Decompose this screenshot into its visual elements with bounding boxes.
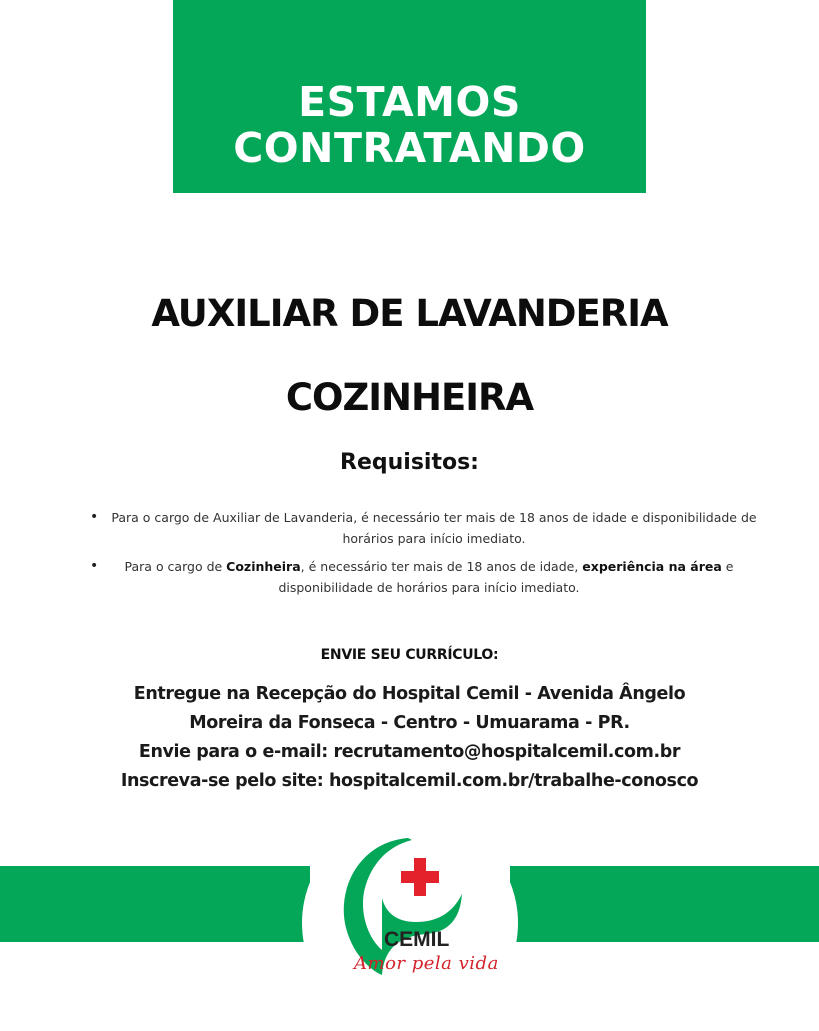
logo-slogan: Amor pela vida xyxy=(354,953,499,974)
banner-line-2: CONTRATANDO xyxy=(233,124,586,172)
logo-name: CEMIL xyxy=(384,928,450,951)
bullet-icon: • xyxy=(90,558,99,574)
requirements-list xyxy=(88,507,760,605)
banner-line-1: ESTAMOS xyxy=(298,78,521,126)
contact-address-line-1: Entregue na Recepção do Hospital Cemil - Avenida Ângelo xyxy=(133,684,686,704)
hiring-banner xyxy=(173,0,646,193)
contact-info xyxy=(0,680,819,796)
footer-band-right xyxy=(510,866,819,942)
requirement-text-prefix: Para o cargo de xyxy=(124,559,227,574)
requirement-text-middle: , é necessário ter mais de 18 anos de idade, xyxy=(300,559,583,574)
requirement-role-bold: Cozinheira xyxy=(226,559,301,574)
send-resume-title: ENVIE SEU CURRÍCULO: xyxy=(320,647,499,663)
contact-website[interactable]: Inscreva-se pelo site: hospitalcemil.com.br/trabalhe-conosco xyxy=(120,771,699,791)
requirements-title: Requisitos: xyxy=(340,450,479,475)
requirement-item xyxy=(88,556,760,598)
requirement-experience-bold: experiência na área xyxy=(582,559,722,574)
requirement-text xyxy=(88,556,760,598)
job-title-cook: COZINHEIRA xyxy=(285,376,534,419)
requirement-item xyxy=(88,507,760,549)
footer-band-left xyxy=(0,866,310,942)
requirement-text: Para o cargo de Auxiliar de Lavanderia, é necessário ter mais de 18 anos de idade e disponibilidade de horários para início imediato. xyxy=(111,510,757,546)
requirement-text-suffix: e disponibilidade de horários para início imediato. xyxy=(278,559,734,595)
contact-address-line-2: Moreira da Fonseca - Centro - Umuarama - PR. xyxy=(189,713,630,733)
job-title-laundry-assistant: AUXILIAR DE LAVANDERIA xyxy=(151,292,668,335)
bullet-icon: • xyxy=(90,509,99,525)
contact-email[interactable]: Envie para o e-mail: recrutamento@hospitalcemil.com.br xyxy=(138,742,681,762)
